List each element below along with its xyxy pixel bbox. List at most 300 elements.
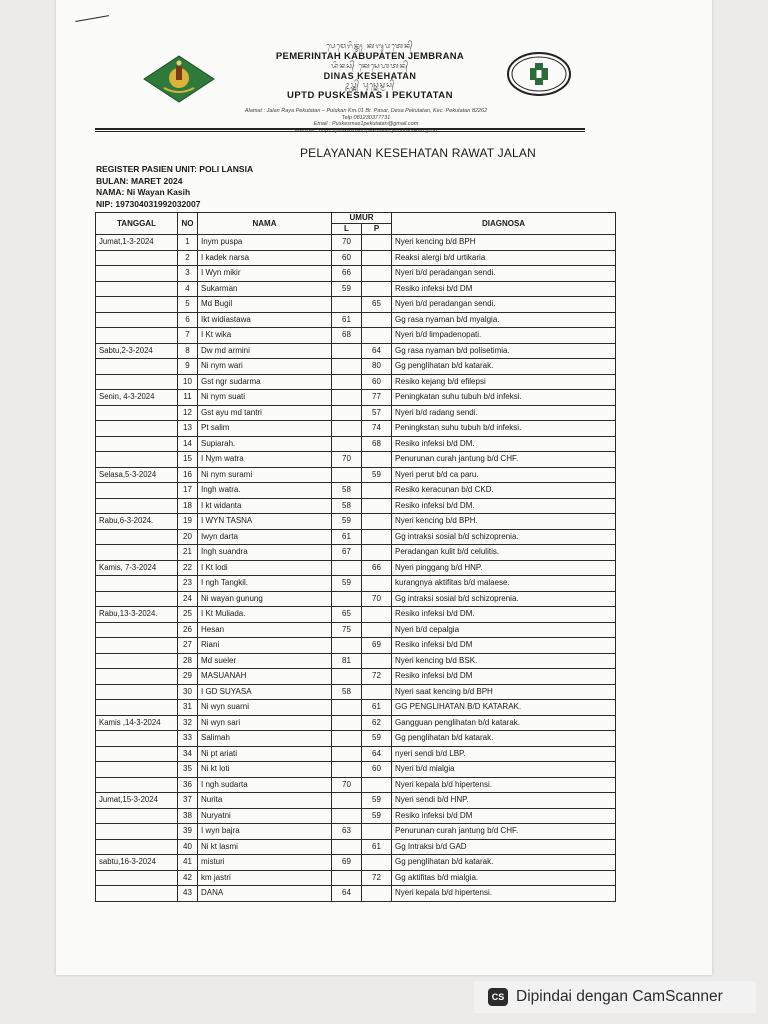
- cell-l: 58: [332, 483, 362, 499]
- camscanner-text: Dipindai dengan CamScanner: [516, 988, 723, 1005]
- cell-no: 6: [178, 312, 198, 328]
- puskesmas-name: UPTD PUSKESMAS I PEKUTATAN: [286, 90, 454, 101]
- col-header-l: L: [332, 224, 362, 235]
- cell-no: 2: [178, 250, 198, 266]
- cell-nama: Hesan: [198, 622, 332, 638]
- cell-tanggal: [96, 653, 178, 669]
- cell-no: 23: [178, 576, 198, 592]
- cell-p: 72: [362, 669, 392, 685]
- cell-no: 34: [178, 746, 198, 762]
- cell-l: 68: [332, 328, 362, 344]
- cell-nama: I kadek narsa: [198, 250, 332, 266]
- cell-tanggal: [96, 359, 178, 375]
- cell-nama: I WYN TASNA: [198, 514, 332, 530]
- cell-tanggal: Jumat,15-3-2024: [96, 793, 178, 809]
- cell-diagnosa: Resiko kejang b/d efilepsi: [392, 374, 616, 390]
- cell-diagnosa: Nyeri b/d radang sendi.: [392, 405, 616, 421]
- cell-no: 43: [178, 886, 198, 902]
- table-row: [96, 312, 616, 328]
- cell-p: [362, 545, 392, 561]
- cell-diagnosa: Resiko keracunan b/d CKD.: [392, 483, 616, 499]
- cell-p: [362, 684, 392, 700]
- cell-p: [362, 607, 392, 623]
- table-row: [96, 591, 616, 607]
- cell-no: 18: [178, 498, 198, 514]
- cell-nama: I wyn bajra: [198, 824, 332, 840]
- cell-diagnosa: Nyeri saat kencing b/d BPH: [392, 684, 616, 700]
- cell-nama: Ni wyn sari: [198, 715, 332, 731]
- cell-p: 70: [362, 591, 392, 607]
- cell-tanggal: Kamis, 7-3-2024: [96, 560, 178, 576]
- cell-no: 37: [178, 793, 198, 809]
- cell-l: [332, 297, 362, 313]
- cell-l: [332, 405, 362, 421]
- cell-nama: Ingh watra.: [198, 483, 332, 499]
- cell-l: [332, 467, 362, 483]
- cell-nama: Ni kt lasmi: [198, 839, 332, 855]
- cell-no: 5: [178, 297, 198, 313]
- cell-no: 1: [178, 235, 198, 251]
- cell-nama: km jastri: [198, 870, 332, 886]
- table-row: [96, 622, 616, 638]
- table-row: [96, 529, 616, 545]
- cell-diagnosa: Penurunan curah jantung b/d CHF.: [392, 452, 616, 468]
- cell-l: [332, 762, 362, 778]
- cell-diagnosa: Resiko infeksi b/d DM: [392, 638, 616, 654]
- col-header-umur: UMUR: [332, 213, 392, 224]
- cell-tanggal: [96, 266, 178, 282]
- balinese-script-line: ᬉᬧ᭄ᬢ᭄ᬤ᭄ ᬧᬸᬲ᭄ᬓᬾᬲ᭄ᬫᬲ᭄: [344, 82, 396, 89]
- col-header-nama: NAMA: [198, 213, 332, 235]
- cell-nama: Md Bugil: [198, 297, 332, 313]
- cell-nama: I ngh Tangkil.: [198, 576, 332, 592]
- cell-p: 59: [362, 731, 392, 747]
- cell-tanggal: [96, 576, 178, 592]
- cell-no: 36: [178, 777, 198, 793]
- cell-no: 19: [178, 514, 198, 530]
- table-row: [96, 669, 616, 685]
- cell-no: 8: [178, 343, 198, 359]
- cell-nama: Ni nym wari: [198, 359, 332, 375]
- table-row: [96, 235, 616, 251]
- cell-tanggal: [96, 839, 178, 855]
- table-row: [96, 374, 616, 390]
- cell-p: [362, 266, 392, 282]
- cell-diagnosa: Nyeri b/d mialgia: [392, 762, 616, 778]
- cell-l: 58: [332, 684, 362, 700]
- cell-nama: Pt salim: [198, 421, 332, 437]
- cell-p: [362, 281, 392, 297]
- cell-l: 65: [332, 607, 362, 623]
- cell-p: 59: [362, 808, 392, 824]
- table-row: [96, 250, 616, 266]
- register-meta: [96, 164, 253, 210]
- cell-p: [362, 855, 392, 871]
- cell-p: [362, 653, 392, 669]
- cell-p: 59: [362, 793, 392, 809]
- cell-no: 20: [178, 529, 198, 545]
- table-row: [96, 498, 616, 514]
- cell-p: 69: [362, 638, 392, 654]
- cell-p: 60: [362, 374, 392, 390]
- cell-tanggal: [96, 452, 178, 468]
- table-row: [96, 359, 616, 375]
- cell-nama: Nurita: [198, 793, 332, 809]
- cell-p: 64: [362, 746, 392, 762]
- cell-diagnosa: Nyeri b/d cepalgia: [392, 622, 616, 638]
- meta-unit: REGISTER PASIEN UNIT: POLI LANSIA: [96, 164, 254, 174]
- cell-tanggal: [96, 297, 178, 313]
- cell-l: 67: [332, 545, 362, 561]
- cell-tanggal: sabtu,16-3-2024: [96, 855, 178, 871]
- table-row: [96, 560, 616, 576]
- cell-p: [362, 250, 392, 266]
- cell-no: 31: [178, 700, 198, 716]
- cell-no: 17: [178, 483, 198, 499]
- cell-p: 64: [362, 343, 392, 359]
- cell-diagnosa: Gg rasa nyaman b/d polisetimia.: [392, 343, 616, 359]
- cell-diagnosa: Resiko infeksi b/d DM: [392, 669, 616, 685]
- table-row: [96, 684, 616, 700]
- department-name: DINAS KESEHATAN: [323, 71, 417, 81]
- cell-p: 80: [362, 359, 392, 375]
- cell-l: [332, 746, 362, 762]
- cell-l: 59: [332, 514, 362, 530]
- table-row: [96, 514, 616, 530]
- table-row: [96, 653, 616, 669]
- cell-p: [362, 312, 392, 328]
- table-row: [96, 808, 616, 824]
- cell-l: 63: [332, 824, 362, 840]
- patient-register-table: [95, 212, 616, 902]
- cell-p: [362, 576, 392, 592]
- cell-diagnosa: nyeri sendi b/d LBP.: [392, 746, 616, 762]
- cell-tanggal: Selasa,5-3-2024: [96, 467, 178, 483]
- cell-p: 57: [362, 405, 392, 421]
- cell-l: 69: [332, 855, 362, 871]
- cell-no: 28: [178, 653, 198, 669]
- cell-l: 58: [332, 498, 362, 514]
- cell-diagnosa: Peningkatan suhu tubuh b/d infeksi.: [392, 390, 616, 406]
- cell-diagnosa: Nyeri perut b/d ca paru.: [392, 467, 616, 483]
- cell-p: 65: [362, 297, 392, 313]
- cell-p: 61: [362, 700, 392, 716]
- balinese-script-line: ᬤᬶᬦᬲ᭄ ᬓᬾᬲᬾᬳᬢᬦ᭄: [330, 63, 410, 70]
- cell-nama: Gst ngr sudarma: [198, 374, 332, 390]
- cell-l: 70: [332, 777, 362, 793]
- cell-no: 12: [178, 405, 198, 421]
- cell-l: [332, 638, 362, 654]
- cell-l: [332, 374, 362, 390]
- cell-tanggal: [96, 731, 178, 747]
- letterhead-rule: [95, 128, 585, 130]
- cell-nama: Ni wayan gunung: [198, 591, 332, 607]
- cell-no: 26: [178, 622, 198, 638]
- cell-tanggal: Rabu,6-3-2024.: [96, 514, 178, 530]
- col-header-no: NO: [178, 213, 198, 235]
- table-row: [96, 762, 616, 778]
- cell-nama: Ingh suandra: [198, 545, 332, 561]
- cell-nama: Ni wyn suarni: [198, 700, 332, 716]
- website-line: Website : https://puskesmas1pekutatan.jembranakab.go.id: [294, 127, 438, 134]
- meta-nip: NIP: 197304031992032007: [96, 198, 201, 209]
- cell-diagnosa: Gg penglihatan b/d katarak.: [392, 855, 616, 871]
- cell-nama: Nuryatni: [198, 808, 332, 824]
- cell-no: 33: [178, 731, 198, 747]
- cell-tanggal: [96, 250, 178, 266]
- cell-l: [332, 808, 362, 824]
- address-line: Alamat : Jalan Raya Pekutatan – Pulukan Km.01 Br. Pasar, Desa Pekutatan, Kec. Pekutatan 82262: [244, 108, 488, 114]
- cell-diagnosa: Gg Intraksi b/d GAD: [392, 839, 616, 855]
- cell-l: [332, 793, 362, 809]
- cell-nama: misturi: [198, 855, 332, 871]
- cell-nama: MASUANAH: [198, 669, 332, 685]
- camscanner-watermark: [474, 981, 756, 1013]
- government-name: PEMERINTAH KABUPATEN JEMBRANA: [275, 51, 465, 62]
- cell-no: 13: [178, 421, 198, 437]
- cell-tanggal: Senin, 4-3-2024: [96, 390, 178, 406]
- cell-p: 59: [362, 467, 392, 483]
- cell-tanggal: Kamis ,14-3-2024: [96, 715, 178, 731]
- cell-no: 9: [178, 359, 198, 375]
- cell-nama: Supiarah.: [198, 436, 332, 452]
- table-row: [96, 700, 616, 716]
- table-row: [96, 421, 616, 437]
- cell-tanggal: [96, 483, 178, 499]
- cell-p: [362, 622, 392, 638]
- cell-l: 61: [332, 312, 362, 328]
- cell-l: 70: [332, 452, 362, 468]
- table-row: [96, 452, 616, 468]
- cell-p: 66: [362, 560, 392, 576]
- cell-p: [362, 235, 392, 251]
- cell-p: [362, 824, 392, 840]
- document-title: PELAYANAN KESEHATAN RAWAT JALAN: [299, 146, 537, 160]
- cell-tanggal: [96, 405, 178, 421]
- cell-nama: Ni pt ariati: [198, 746, 332, 762]
- cell-no: 29: [178, 669, 198, 685]
- cell-tanggal: [96, 762, 178, 778]
- cell-tanggal: [96, 591, 178, 607]
- cell-tanggal: Jumat,1-3-2024: [96, 235, 178, 251]
- cell-nama: I Kt wika: [198, 328, 332, 344]
- cell-p: [362, 328, 392, 344]
- table-row: [96, 870, 616, 886]
- cell-p: [362, 498, 392, 514]
- cell-diagnosa: Peningkstan suhu tubuh b/d infeksi.: [392, 421, 616, 437]
- meta-nama: NAMA: Ni Wayan Kasih: [96, 187, 191, 197]
- cell-tanggal: [96, 746, 178, 762]
- cell-nama: Inym puspa: [198, 235, 332, 251]
- table-row: [96, 715, 616, 731]
- cell-diagnosa: Nyeri sendi b/d HNP.: [392, 793, 616, 809]
- cell-diagnosa: Penurunan curah jantung b/d CHF.: [392, 824, 616, 840]
- cell-diagnosa: Nyeri pinggang b/d HNP.: [392, 560, 616, 576]
- cell-no: 22: [178, 560, 198, 576]
- table-row: [96, 436, 616, 452]
- cell-tanggal: [96, 870, 178, 886]
- cell-diagnosa: Reaksi alergi b/d urtikaria: [392, 250, 616, 266]
- cell-tanggal: [96, 498, 178, 514]
- cell-no: 7: [178, 328, 198, 344]
- cell-diagnosa: Gg rasa nyaman b/d myalgia.: [392, 312, 616, 328]
- cell-diagnosa: Gg penglihatan b/d katarak.: [392, 731, 616, 747]
- cell-l: [332, 715, 362, 731]
- cell-tanggal: [96, 777, 178, 793]
- cell-diagnosa: Nyeri b/d limpadenopati.: [392, 328, 616, 344]
- cell-l: 66: [332, 266, 362, 282]
- table-row: [96, 328, 616, 344]
- cell-diagnosa: Gg penglihatan b/d katarak.: [392, 359, 616, 375]
- cell-no: 40: [178, 839, 198, 855]
- cell-p: 68: [362, 436, 392, 452]
- cell-l: [332, 343, 362, 359]
- cell-tanggal: [96, 328, 178, 344]
- cell-nama: Riani: [198, 638, 332, 654]
- cell-l: 59: [332, 281, 362, 297]
- cell-l: 59: [332, 576, 362, 592]
- table-row: [96, 793, 616, 809]
- cell-tanggal: [96, 638, 178, 654]
- cell-tanggal: [96, 374, 178, 390]
- cell-p: 74: [362, 421, 392, 437]
- cell-tanggal: [96, 684, 178, 700]
- cell-nama: DANA: [198, 886, 332, 902]
- cell-diagnosa: Nyeri kencing b/d BPH: [392, 235, 616, 251]
- phone-line: Telp 081230377731: [341, 114, 391, 121]
- cell-tanggal: Rabu,13-3-2024.: [96, 607, 178, 623]
- cell-l: [332, 436, 362, 452]
- health-cross-icon: [505, 50, 573, 98]
- cell-p: [362, 483, 392, 499]
- camscanner-logo-icon: CS: [488, 988, 508, 1006]
- cell-no: 11: [178, 390, 198, 406]
- cell-diagnosa: Resiko infeksi b/d DM.: [392, 436, 616, 452]
- cell-nama: Ni nym suati: [198, 390, 332, 406]
- table-row: [96, 545, 616, 561]
- jembrana-emblem-icon: [142, 54, 216, 104]
- cell-diagnosa: Nyeri kepala b/d hipertensi.: [392, 886, 616, 902]
- cell-tanggal: [96, 545, 178, 561]
- cell-p: 62: [362, 715, 392, 731]
- cell-no: 15: [178, 452, 198, 468]
- letterhead: [230, 42, 510, 101]
- cell-p: [362, 529, 392, 545]
- cell-l: [332, 669, 362, 685]
- cell-l: 61: [332, 529, 362, 545]
- cell-diagnosa: Nyeri b/d peradangan sendi.: [392, 297, 616, 313]
- cell-p: [362, 452, 392, 468]
- cell-l: [332, 359, 362, 375]
- cell-nama: I GD SUYASA: [198, 684, 332, 700]
- cell-diagnosa: Resiko infeksi b/d DM: [392, 808, 616, 824]
- cell-nama: Iwyn darta: [198, 529, 332, 545]
- cell-no: 27: [178, 638, 198, 654]
- balinese-script-line: ᬧᬾᬫᬾᬭᬶᬦ᭄ᬢᬄ ᬓᬩᬸᬧᬢᬾᬦ᭄: [326, 43, 414, 50]
- cell-no: 38: [178, 808, 198, 824]
- table-row: [96, 638, 616, 654]
- cell-tanggal: [96, 824, 178, 840]
- cell-no: 42: [178, 870, 198, 886]
- cell-nama: Sukarman: [198, 281, 332, 297]
- cell-diagnosa: Peradangan kulit b/d celulitis.: [392, 545, 616, 561]
- table-row: [96, 390, 616, 406]
- cell-diagnosa: Nyeri kencing b/d BPH.: [392, 514, 616, 530]
- cell-nama: Ikt widiastawa: [198, 312, 332, 328]
- cell-tanggal: [96, 281, 178, 297]
- cell-no: 35: [178, 762, 198, 778]
- cell-tanggal: [96, 808, 178, 824]
- cell-p: 77: [362, 390, 392, 406]
- cell-l: [332, 700, 362, 716]
- cell-diagnosa: Nyeri kepala b/d hipertensi.: [392, 777, 616, 793]
- table-row: [96, 607, 616, 623]
- cell-diagnosa: Gg intraksi sosial b/d schizoprenia.: [392, 591, 616, 607]
- cell-no: 25: [178, 607, 198, 623]
- table-row: [96, 576, 616, 592]
- cell-no: 39: [178, 824, 198, 840]
- cell-nama: I Nym watra: [198, 452, 332, 468]
- cell-tanggal: [96, 886, 178, 902]
- table-row: [96, 777, 616, 793]
- cell-no: 32: [178, 715, 198, 731]
- table-row: [96, 297, 616, 313]
- cell-l: [332, 839, 362, 855]
- cell-diagnosa: Resiko infeksi b/d DM.: [392, 498, 616, 514]
- cell-nama: Ni nym surami: [198, 467, 332, 483]
- cell-l: [332, 421, 362, 437]
- cell-diagnosa: Resiko infeksi b/d DM.: [392, 607, 616, 623]
- cell-nama: I Kt Muliada.: [198, 607, 332, 623]
- cell-l: [332, 591, 362, 607]
- cell-l: [332, 731, 362, 747]
- table-row: [96, 281, 616, 297]
- cell-no: 10: [178, 374, 198, 390]
- cell-nama: I ngh sudarta: [198, 777, 332, 793]
- cell-tanggal: [96, 622, 178, 638]
- cell-p: 72: [362, 870, 392, 886]
- cell-diagnosa: Gangguan penglihatan b/d katarak.: [392, 715, 616, 731]
- cell-tanggal: [96, 421, 178, 437]
- cell-l: 75: [332, 622, 362, 638]
- table-row: [96, 266, 616, 282]
- cell-p: 60: [362, 762, 392, 778]
- cell-no: 41: [178, 855, 198, 871]
- cell-nama: Ni kt loti: [198, 762, 332, 778]
- cell-diagnosa: Nyeri kencing b/d BSK.: [392, 653, 616, 669]
- cell-no: 24: [178, 591, 198, 607]
- cell-no: 3: [178, 266, 198, 282]
- table-row: [96, 483, 616, 499]
- cell-diagnosa: Gg aktifitas b/d mialgia.: [392, 870, 616, 886]
- col-header-tanggal: TANGGAL: [96, 213, 178, 235]
- table-row: [96, 343, 616, 359]
- cell-l: 70: [332, 235, 362, 251]
- table-row: [96, 467, 616, 483]
- cell-p: [362, 514, 392, 530]
- cell-p: [362, 777, 392, 793]
- meta-bulan: BULAN: MARET 2024: [96, 175, 183, 186]
- cell-no: 16: [178, 467, 198, 483]
- cell-l: 60: [332, 250, 362, 266]
- table-row: [96, 839, 616, 855]
- cell-tanggal: Sabtu,2-3-2024: [96, 343, 178, 359]
- cell-tanggal: [96, 669, 178, 685]
- cell-no: 30: [178, 684, 198, 700]
- register-rows: [96, 235, 616, 902]
- table-row: [96, 746, 616, 762]
- table-row: [96, 886, 616, 902]
